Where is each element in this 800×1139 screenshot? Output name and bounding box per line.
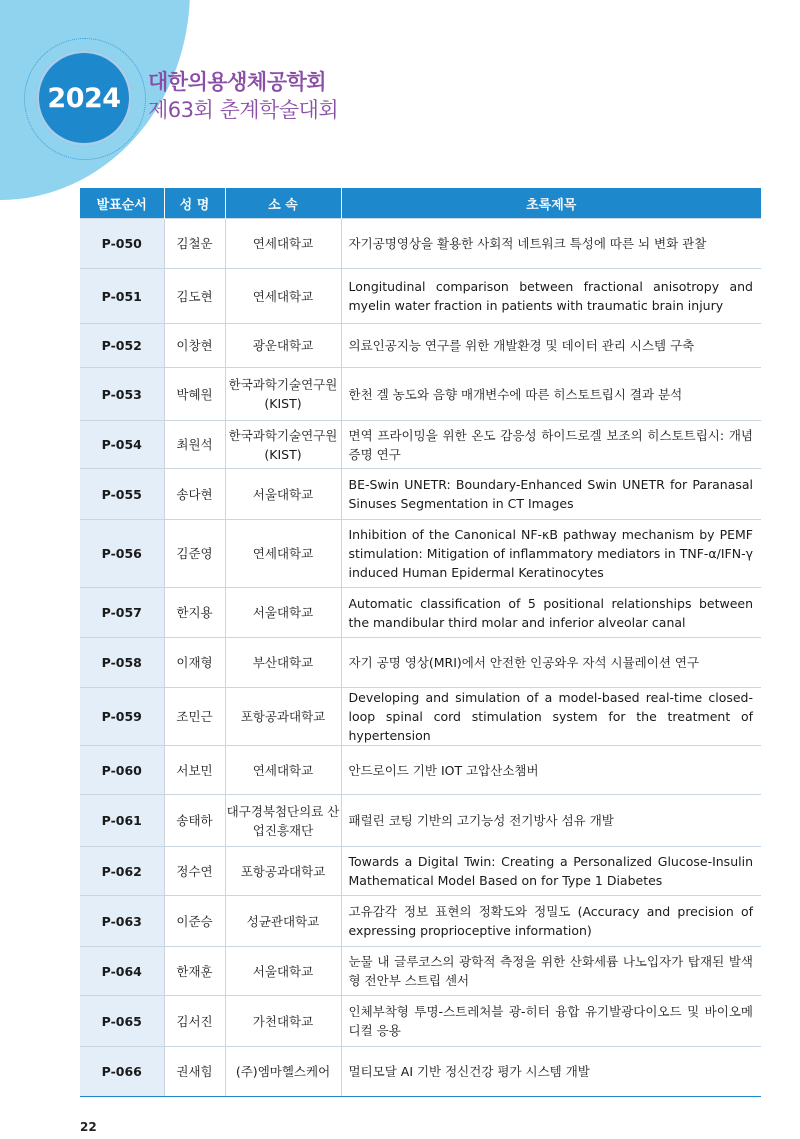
presenter-name: 김철운 (164, 219, 225, 269)
affiliation: 포항공과대학교 (225, 847, 341, 896)
affiliation: 연세대학교 (225, 746, 341, 795)
presentation-code: P-057 (80, 588, 164, 638)
table-row (80, 688, 761, 746)
table-row (80, 896, 761, 947)
col-header-name: 성 명 (164, 188, 225, 219)
presenter-name: 김준영 (164, 520, 225, 588)
table-header-row (80, 188, 761, 219)
presenter-name: 이준승 (164, 896, 225, 947)
table-row (80, 638, 761, 688)
presentation-code: P-051 (80, 269, 164, 324)
table-row (80, 588, 761, 638)
presentation-code: P-060 (80, 746, 164, 795)
abstract-title: 안드로이드 기반 IOT 고압산소챔버 (341, 746, 761, 795)
conference-name: 제63회 춘계학술대회 (148, 98, 339, 122)
table-row (80, 469, 761, 520)
abstract-title: 면역 프라이밍을 위한 온도 감응성 하이드로겔 보조의 히스토트립시: 개념증명 연구 (341, 421, 761, 469)
abstract-title: Longitudinal comparison between fractional anisotropy and myelin water fraction in patients with traumatic brain injury (341, 269, 761, 324)
presenter-name: 서보민 (164, 746, 225, 795)
abstract-title: 자기 공명 영상(MRI)에서 안전한 인공와우 자석 시뮬레이션 연구 (341, 638, 761, 688)
abstract-title: 의료인공지능 연구를 위한 개발환경 및 데이터 관리 시스템 구축 (341, 324, 761, 368)
presenter-name: 송태하 (164, 795, 225, 847)
affiliation: 연세대학교 (225, 219, 341, 269)
affiliation: 서울대학교 (225, 469, 341, 520)
affiliation: 한국과학기술연구원 (KIST) (225, 421, 341, 469)
table-row (80, 947, 761, 996)
presentation-code: P-061 (80, 795, 164, 847)
presenter-name: 최원석 (164, 421, 225, 469)
affiliation: 대구경북첨단의료 산업진흥재단 (225, 795, 341, 847)
abstract-title: Towards a Digital Twin: Creating a Personalized Glucose-Insulin Mathematical Model Based on for Type 1 Diabetes (341, 847, 761, 896)
presenter-name: 송다현 (164, 469, 225, 520)
affiliation: 연세대학교 (225, 520, 341, 588)
presenter-name: 권새힘 (164, 1047, 225, 1097)
presenter-name: 박혜원 (164, 368, 225, 421)
table-row (80, 795, 761, 847)
table-row (80, 746, 761, 795)
table-row (80, 847, 761, 896)
affiliation: (주)엠마헬스케어 (225, 1047, 341, 1097)
abstract-title: 인체부착형 투명-스트레처블 광-히터 융합 유기발광다이오드 및 바이오메디컬 응용 (341, 996, 761, 1047)
affiliation: 한국과학기술연구원 (KIST) (225, 368, 341, 421)
presenter-name: 김서진 (164, 996, 225, 1047)
table-row (80, 1047, 761, 1097)
table-row (80, 368, 761, 421)
col-header-affiliation: 소 속 (225, 188, 341, 219)
presentation-code: P-056 (80, 520, 164, 588)
affiliation: 포항공과대학교 (225, 688, 341, 746)
presentation-code: P-054 (80, 421, 164, 469)
abstract-title: 자기공명영상을 활용한 사회적 네트워크 특성에 따른 뇌 변화 관찰 (341, 219, 761, 269)
presenter-name: 이재형 (164, 638, 225, 688)
presenter-name: 김도현 (164, 269, 225, 324)
abstract-title: 패럴린 코팅 기반의 고기능성 전기방사 섬유 개발 (341, 795, 761, 847)
table-row (80, 219, 761, 269)
affiliation: 광운대학교 (225, 324, 341, 368)
presentation-code: P-064 (80, 947, 164, 996)
presentation-code: P-050 (80, 219, 164, 269)
table-row (80, 996, 761, 1047)
abstract-title: Automatic classification of 5 positional relationships between the mandibular third molar and inferior alveolar canal (341, 588, 761, 638)
presentation-code: P-059 (80, 688, 164, 746)
abstract-title: 한천 겔 농도와 음향 매개변수에 따른 히스토트립시 결과 분석 (341, 368, 761, 421)
abstract-title: Inhibition of the Canonical NF-κB pathway mechanism by PEMF stimulation: Mitigation of inflammatory mediators in TNF-α/IFN-γ induced Human Epidermal Keratinocytes (341, 520, 761, 588)
page-number: 22 (80, 1120, 97, 1134)
table-row (80, 421, 761, 469)
presentation-code: P-052 (80, 324, 164, 368)
affiliation: 성균관대학교 (225, 896, 341, 947)
presentation-code: P-066 (80, 1047, 164, 1097)
presentation-code: P-055 (80, 469, 164, 520)
table-row (80, 520, 761, 588)
presentation-code: P-063 (80, 896, 164, 947)
abstract-title: Developing and simulation of a model-based real-time closed-loop spinal cord stimulation system for the treatment of hypertension (341, 688, 761, 746)
affiliation: 연세대학교 (225, 269, 341, 324)
col-header-order: 발표순서 (80, 188, 164, 219)
presenter-name: 조민근 (164, 688, 225, 746)
presenter-name: 정수연 (164, 847, 225, 896)
abstract-title: 고유감각 정보 표현의 정확도와 정밀도 (Accuracy and precision of expressing proprioceptive information) (341, 896, 761, 947)
affiliation: 가천대학교 (225, 996, 341, 1047)
abstract-title: 멀티모달 AI 기반 정신건강 평가 시스템 개발 (341, 1047, 761, 1097)
table-row (80, 324, 761, 368)
society-name: 대한의용생체공학회 (148, 70, 327, 94)
col-header-title: 초록제목 (341, 188, 761, 219)
table-row (80, 269, 761, 324)
year-badge: 2024 (36, 50, 132, 146)
presentation-code: P-058 (80, 638, 164, 688)
presenter-name: 한재훈 (164, 947, 225, 996)
affiliation: 부산대학교 (225, 638, 341, 688)
presenter-name: 이창현 (164, 324, 225, 368)
affiliation: 서울대학교 (225, 588, 341, 638)
affiliation: 서울대학교 (225, 947, 341, 996)
presentation-code: P-065 (80, 996, 164, 1047)
poster-table (80, 188, 761, 1097)
presenter-name: 한지용 (164, 588, 225, 638)
presentation-code: P-062 (80, 847, 164, 896)
abstract-title: BE-Swin UNETR: Boundary-Enhanced Swin UNETR for Paranasal Sinuses Segmentation in CT Images (341, 469, 761, 520)
presentation-code: P-053 (80, 368, 164, 421)
abstract-title: 눈물 내 글루코스의 광학적 측정을 위한 산화세륨 나노입자가 탑재된 발색형 전안부 스트립 센서 (341, 947, 761, 996)
